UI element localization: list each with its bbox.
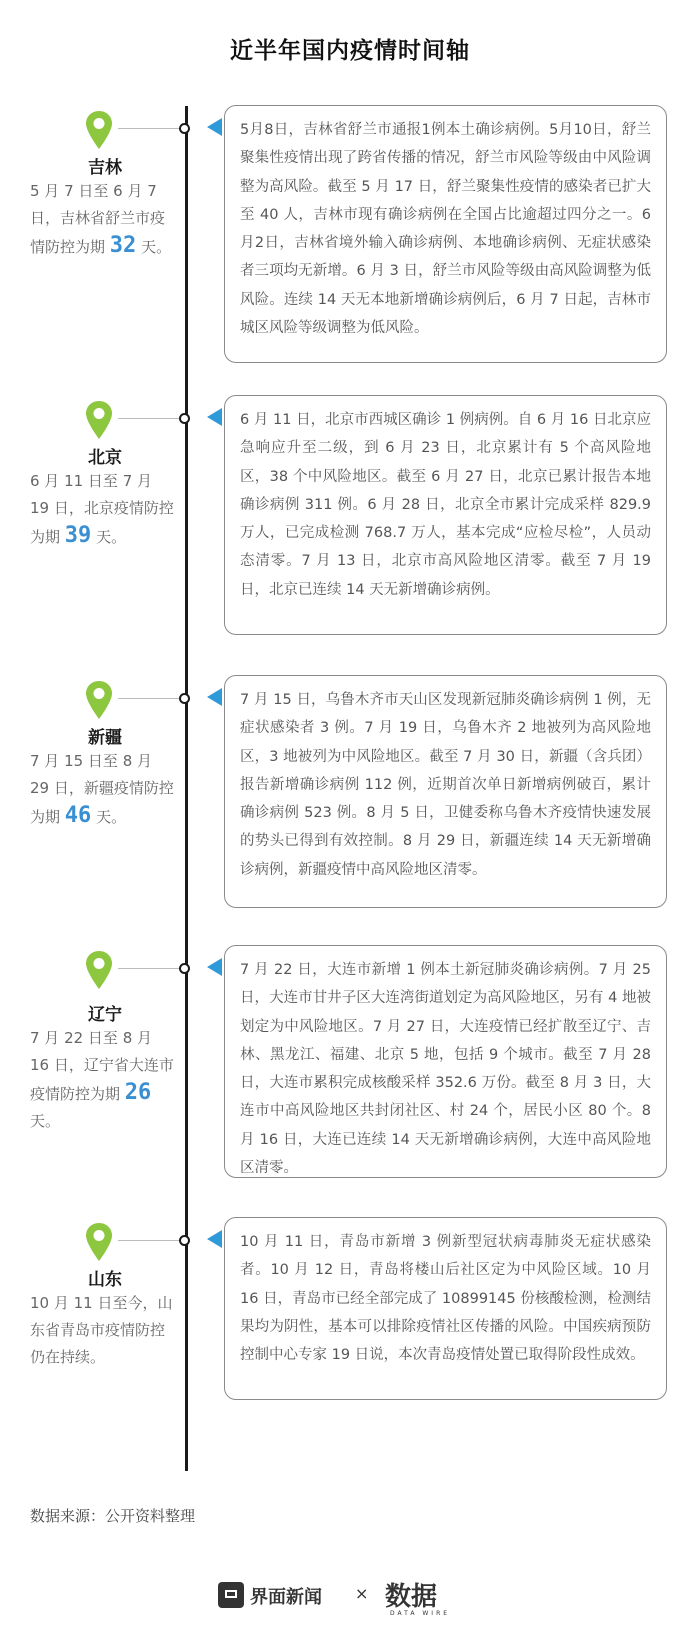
event-detail-box: 10 月 11 日，青岛市新增 3 例新型冠状病毒肺炎无症状感染者。10 月 12 日，青岛将楼山后社区定为中风险区域。10 月 16 日，青岛市已经全部完成了 10899145 份核酸检测，检测结果均为阴性，基本可以排除疫情社区传播的风险。中国疾病预防控制中心专家 19 日说，本次青岛疫情处置已取得阶段性成效。 <box>224 1217 667 1400</box>
jiemian-logo-icon <box>218 1582 244 1608</box>
data-source-note: 数据来源：公开资料整理 <box>30 1507 196 1525</box>
callout-pointer <box>207 408 222 426</box>
brand-datawire-sub: DATA WIRE <box>390 1610 451 1617</box>
event-detail-box: 7 月 22 日，大连市新增 1 例本土新冠肺炎确诊病例。7 月 25 日，大连市甘井子区大连湾街道划定为高风险地区，另有 4 地被划定为中风险地区。7 月 27 日，大连疫情已经扩散至辽宁、吉林、黑龙江、福建、北京 5 地，包括 9 个城市。截至 7 月 28 日，大连市累积完成核酸采样 352.6 万份。截至 8 月 3 日，大连市中高风险地区共封闭社区、村 24 个，居民小区 80 个。8 月 16 日，大连已连续 14 天无新增确诊病例，大连中高风险地区清零。 <box>224 945 667 1178</box>
callout-pointer <box>207 1230 222 1248</box>
duration-days: 39 <box>64 523 92 548</box>
event-summary: 5 月 7 日至 6 月 7 日，吉林省舒兰市疫情防控为期 32 天。 <box>30 182 172 258</box>
brand-datawire: 数据 <box>385 1582 438 1612</box>
timeline-dot <box>179 123 190 134</box>
event-detail-box: 6 月 11 日，北京市西城区确诊 1 例病例。自 6 月 16 日北京应急响应升至二级，到 6 月 23 日，北京累计有 5 个高风险地区，38 个中风险地区。截至 6 月 27 日，北京已累计报告本地确诊病例 311 例。6 月 28 日，北京全市累计完成采样 829.9 万人，已完成检测 768.7 万人，基本完成“应检尽检”，人员动态清零。7 月 13 日，北京市高风险地区清零。截至 7 月 19 日，北京已连续 14 天无新增确诊病例。 <box>224 395 667 635</box>
timeline-dot <box>179 963 190 974</box>
location-pin-icon <box>85 110 113 150</box>
location-pin-icon <box>85 680 113 720</box>
event-summary: 10 月 11 日至今，山东省青岛市疫情防控仍在持续。 <box>30 1294 173 1366</box>
duration-days: 32 <box>109 233 137 258</box>
event-summary: 6 月 11 日至 7 月 19 日，北京疫情防控为期 39 天。 <box>30 472 174 548</box>
page-title: 近半年国内疫情时间轴 <box>230 38 470 64</box>
timeline-dot <box>179 1235 190 1246</box>
connector-line <box>118 128 180 129</box>
event-summary: 7 月 22 日至 8 月 16 日，辽宁省大连市疫情防控为期 26 天。 <box>30 1029 174 1130</box>
event-summary: 7 月 15 日至 8 月 29 日，新疆疫情防控为期 46 天。 <box>30 752 174 828</box>
cross-separator: × <box>355 1584 369 1603</box>
callout-pointer <box>207 688 222 706</box>
connector-line <box>118 968 180 969</box>
region-name: 山东 <box>88 1270 122 1290</box>
timeline-dot <box>179 413 190 424</box>
location-pin-icon <box>85 950 113 990</box>
connector-line <box>118 418 180 419</box>
brand-jiemian: 界面新闻 <box>250 1587 322 1608</box>
callout-pointer <box>207 118 222 136</box>
location-pin-icon <box>85 400 113 440</box>
region-name: 北京 <box>88 448 122 468</box>
connector-line <box>118 698 180 699</box>
duration-days: 46 <box>64 803 92 828</box>
connector-line <box>118 1240 180 1241</box>
event-detail-box: 7 月 15 日，乌鲁木齐市天山区发现新冠肺炎确诊病例 1 例，无症状感染者 3 例。7 月 19 日，乌鲁木齐 2 地被列为高风险地区，3 地被列为中风险地区。截至 7 月 30 日，新疆（含兵团）报告新增确诊病例 112 例，近期首次单日新增病例破百，累计确诊病例 523 例。8 月 5 日，卫健委称乌鲁木齐疫情快速发展的势头已得到有效控制。8 月 29 日，新疆连续 14 天无新增确诊病例，新疆疫情中高风险地区清零。 <box>224 675 667 908</box>
callout-pointer <box>207 958 222 976</box>
footer-branding <box>0 1570 700 1620</box>
region-name: 辽宁 <box>88 1005 122 1025</box>
location-pin-icon <box>85 1222 113 1262</box>
duration-days: 26 <box>124 1080 152 1105</box>
timeline-dot <box>179 693 190 704</box>
event-detail-box: 5月8日，吉林省舒兰市通报1例本土确诊病例。5月10日，舒兰聚集性疫情出现了跨省传播的情况，舒兰市风险等级由中风险调整为高风险。截至 5 月 17 日，舒兰聚集性疫情的感染者已扩大至 40 人，吉林市现有确诊病例在全国占比逾超过四分之一。6月2日，吉林省境外输入确诊病例、本地确诊病例、无症状感染者三项均无新增。6 月 3 日，舒兰市风险等级由高风险调整为低风险。连续 14 天无本地新增确诊病例后，6 月 7 日起，吉林市城区风险等级调整为低风险。 <box>224 105 667 363</box>
region-name: 新疆 <box>88 728 122 748</box>
region-name: 吉林 <box>88 158 122 178</box>
